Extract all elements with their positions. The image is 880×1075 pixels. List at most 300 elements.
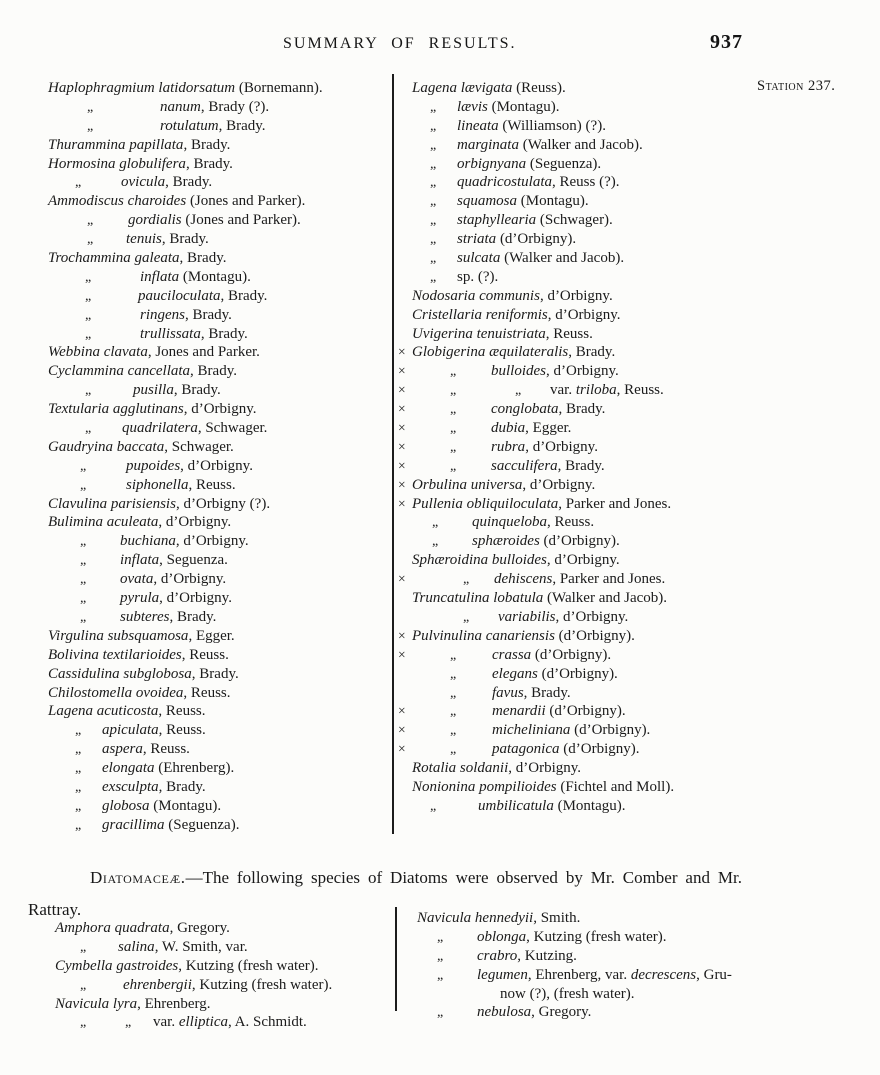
species-name: Uvigerina tenuistriata (412, 325, 546, 342)
species-name: squamosa (457, 193, 518, 210)
species-text (48, 400, 257, 419)
species-text (412, 476, 595, 495)
ditto-mark: „ (430, 213, 436, 229)
species-row (48, 211, 392, 230)
page-number: 937 (710, 31, 743, 53)
species-text (140, 268, 251, 287)
species-authority: , Kutzing (fresh water). (191, 976, 333, 993)
species-text (48, 495, 270, 514)
species-row (398, 249, 838, 268)
species-name: quadrilatera (122, 420, 198, 437)
species-text (48, 79, 323, 98)
species-authority: , Brady. (200, 325, 248, 342)
species-row (398, 287, 838, 306)
species-text (120, 551, 228, 570)
species-row (398, 702, 838, 721)
species-authority: , Parker and Jones. (558, 495, 672, 512)
species-authority: , Brady. (183, 136, 231, 153)
species-row (398, 551, 838, 570)
species-row (48, 608, 392, 627)
species-name: Cyclammina cancellata (48, 363, 191, 380)
cross-mark: × (398, 571, 406, 587)
species-text (48, 513, 231, 532)
species-authority: , Reuss. (181, 646, 229, 663)
species-text (457, 98, 560, 117)
species-text (477, 947, 577, 966)
species-authority: , Brady. (185, 155, 233, 172)
species-name: exsculpta (102, 778, 159, 795)
species-row (48, 721, 392, 740)
species-name: striata (457, 231, 497, 248)
species-authority: , Brady. (220, 287, 268, 304)
cross-mark: × (398, 382, 406, 398)
species-name: Thurammina papillata (48, 136, 184, 153)
ditto-mark: „ (75, 798, 81, 814)
species-row (48, 551, 392, 570)
ditto-mark: „ (450, 685, 456, 701)
species-row (48, 476, 392, 495)
species-text (153, 1013, 307, 1032)
species-row (55, 938, 400, 957)
species-name: Haplophragmium latidorsatum (48, 80, 236, 96)
species-authority: (d’Orbigny). (539, 533, 620, 550)
species-row (398, 495, 838, 514)
species-name: quinqueloba (472, 514, 547, 531)
species-row (398, 513, 838, 532)
ditto-mark: „ (515, 383, 521, 399)
species-text (160, 98, 269, 117)
species-row (55, 976, 400, 995)
species-authority: , A. Schmidt. (227, 1014, 307, 1031)
species-text (457, 268, 498, 287)
species-row (417, 947, 782, 966)
ditto-mark: „ (80, 553, 86, 569)
ditto-mark: „ (432, 534, 438, 550)
species-name: ovicula (121, 174, 166, 191)
species-name: pupoides (126, 457, 181, 474)
species-row (48, 627, 392, 646)
species-authority: , d’Orbigny. (555, 608, 629, 625)
species-name: micheliniana (492, 722, 571, 739)
diatoms-right-column (417, 909, 782, 1022)
species-row (48, 495, 392, 514)
species-row (398, 476, 838, 495)
column-divider-top (392, 74, 394, 834)
species-name: triloba (575, 382, 617, 399)
species-row (55, 1013, 400, 1032)
species-row (398, 98, 838, 117)
species-text (120, 608, 216, 627)
species-name: ringens (140, 306, 185, 323)
species-row (48, 457, 392, 476)
species-row (48, 419, 392, 438)
species-authority: , Reuss. (158, 722, 206, 739)
species-name: patagonica (492, 741, 560, 758)
species-text (48, 136, 230, 155)
species-name: Clavulina parisiensis (48, 495, 176, 512)
cross-mark: × (398, 476, 406, 492)
species-name: crabro (477, 947, 518, 964)
species-name: dehiscens (494, 571, 553, 588)
species-row (48, 400, 392, 419)
species-text (492, 665, 618, 684)
species-name: pyrula (120, 590, 160, 607)
ditto-mark: „ (450, 421, 456, 437)
species-text (140, 325, 248, 344)
species-row (55, 995, 400, 1014)
species-authority: , Brady. (173, 382, 221, 399)
species-row (398, 211, 838, 230)
ditto-mark: „ (450, 383, 456, 399)
species-row (398, 589, 838, 608)
species-authority: , Schwager. (164, 438, 234, 455)
species-authority: (Williamson) (?). (498, 117, 606, 134)
cross-mark: × (398, 420, 406, 436)
species-row (398, 570, 838, 589)
species-row (48, 173, 392, 192)
species-text (121, 173, 212, 192)
species-row (48, 343, 392, 362)
species-name: Lagena lævigata (412, 80, 513, 96)
species-name: crassa (492, 646, 532, 663)
ditto-mark: „ (430, 194, 436, 210)
species-text (412, 778, 674, 797)
ditto-mark: „ (80, 977, 86, 993)
species-authority: , Kutzing. (517, 947, 577, 964)
species-row (48, 513, 392, 532)
species-row (48, 79, 392, 98)
species-text (492, 684, 571, 703)
species-authority: var. (550, 382, 576, 399)
ditto-mark: „ (450, 666, 456, 682)
species-row (48, 362, 392, 381)
species-name: inflata (120, 552, 160, 569)
species-authority: (Walker and Jacob). (543, 590, 668, 607)
species-name: Webbina clavata (48, 344, 148, 361)
species-row (398, 438, 838, 457)
species-authority: , Jones and Parker. (147, 344, 260, 361)
diatomaceae-text: —The following species of Diatoms were observed by Mr. Comber and Mr. Rattray. (28, 868, 742, 919)
species-authority: (d’Orbigny). (545, 703, 626, 720)
ditto-mark: „ (75, 779, 81, 795)
ditto-mark: „ (80, 534, 86, 550)
species-text (550, 381, 664, 400)
ditto-mark: „ (80, 609, 86, 625)
species-authority: (Walker and Jacob). (518, 136, 643, 153)
species-authority: , d’Orbigny. (158, 514, 232, 531)
species-text (48, 627, 235, 646)
diatoms-left-column (55, 919, 400, 1032)
cross-mark: × (398, 401, 406, 417)
species-authority: , Brady. (190, 363, 237, 380)
species-text (412, 589, 667, 608)
species-text (120, 570, 226, 589)
species-authority: , d’Orbigny. (546, 552, 620, 569)
cross-mark: × (398, 741, 406, 757)
species-row (398, 457, 838, 476)
species-name: Textularia agglutinans (48, 401, 184, 418)
species-authority: , Brady. (179, 250, 227, 267)
species-authority: , Ehrenberg. (137, 995, 211, 1012)
species-authority: , Reuss. (158, 703, 206, 720)
species-row (48, 816, 392, 835)
species-row (398, 306, 838, 325)
ditto-mark: „ (463, 609, 469, 625)
species-authority: (Schwager). (536, 212, 613, 229)
species-text (120, 532, 249, 551)
species-text (492, 702, 626, 721)
species-row (398, 532, 838, 551)
species-name: Nodosaria communis (412, 287, 540, 304)
ditto-mark: „ (80, 939, 86, 955)
species-authority: (Seguenza). (164, 816, 240, 833)
cross-mark: × (398, 646, 406, 662)
species-text (412, 759, 581, 778)
species-authority: , d’Orbigny. (508, 760, 582, 777)
species-row (398, 362, 838, 381)
species-name: orbignyana (457, 155, 527, 172)
ditto-mark: „ (430, 137, 436, 153)
cross-mark: × (398, 344, 406, 360)
ditto-mark: „ (85, 269, 91, 285)
species-text (118, 938, 248, 957)
species-authority: (Ehrenberg). (154, 760, 235, 777)
species-row (48, 740, 392, 759)
species-name: Hormosina globulifera (48, 155, 186, 172)
species-text (457, 117, 606, 136)
species-text (48, 343, 260, 362)
species-name: Chilostomella ovoidea (48, 684, 184, 701)
ditto-mark: „ (450, 402, 456, 418)
species-authority: , d’Orbigny. (546, 363, 619, 380)
species-row (48, 98, 392, 117)
species-authority: , Brady. (165, 174, 213, 191)
species-row (48, 702, 392, 721)
species-row (55, 919, 400, 938)
species-text (120, 589, 232, 608)
species-text (412, 343, 615, 362)
ditto-mark: „ (437, 1005, 443, 1021)
ditto-mark: „ (80, 1015, 86, 1031)
species-row (55, 957, 400, 976)
species-name: Navicula lyra (55, 995, 138, 1012)
species-text (494, 570, 665, 589)
species-text (48, 702, 206, 721)
species-row (417, 928, 782, 947)
ditto-mark: „ (85, 383, 91, 399)
species-authority: (Montagu). (517, 193, 589, 210)
species-authority: , Brady. (568, 344, 616, 361)
species-row (398, 136, 838, 155)
cross-mark: × (398, 457, 406, 473)
species-authority: (d’Orbigny). (537, 665, 618, 682)
species-authority: , Gregory. (169, 920, 230, 936)
species-row (48, 306, 392, 325)
ditto-mark: „ (80, 591, 86, 607)
species-row (398, 665, 838, 684)
species-authority: (Jones and Parker). (186, 193, 306, 210)
species-name: elegans (492, 665, 538, 682)
species-authority: , Reuss. (547, 514, 595, 531)
species-text (102, 816, 239, 835)
species-name: salina (118, 938, 155, 955)
species-text (102, 721, 206, 740)
species-text (500, 985, 635, 1004)
species-row (48, 268, 392, 287)
species-text (477, 966, 732, 985)
species-authority: (d’Orbigny). (570, 722, 651, 739)
species-row (398, 797, 838, 816)
species-row (48, 646, 392, 665)
species-name: menardii (492, 703, 546, 720)
species-text (133, 381, 221, 400)
species-row (48, 381, 392, 400)
species-text (478, 797, 625, 816)
species-name: rubra (491, 438, 526, 455)
ditto-mark: „ (87, 99, 93, 115)
species-text (138, 287, 267, 306)
species-name: decrescens (630, 966, 697, 983)
species-authority: , Brady. (161, 231, 209, 248)
species-text (160, 117, 266, 136)
species-authority: , Brady (?). (200, 98, 270, 115)
species-authority: (Walker and Jacob). (500, 250, 625, 267)
species-row (398, 721, 838, 740)
species-name: Rotalia soldanii (412, 760, 509, 777)
species-authority: (d’Orbigny). (531, 646, 612, 663)
species-text (48, 155, 233, 174)
species-authority: , d’Orbigny. (522, 476, 596, 493)
species-name: Pullenia obliquiloculata (412, 495, 559, 512)
species-text (55, 995, 211, 1014)
species-text (48, 646, 229, 665)
species-name: pauciloculata (138, 287, 221, 304)
species-row (398, 230, 838, 249)
species-row (48, 136, 392, 155)
species-authority: sp. (?). (457, 268, 499, 285)
species-authority: , d’Orbigny. (180, 457, 253, 474)
species-text (126, 230, 209, 249)
species-authority: (Seguenza). (526, 155, 602, 172)
species-name: Gaudryina baccata (48, 438, 165, 455)
species-row (48, 249, 392, 268)
ditto-mark: „ (430, 99, 436, 115)
species-authority: , Kutzing (fresh water). (178, 957, 319, 974)
species-authority: , Egger. (525, 420, 572, 437)
species-name: Bulimina aculeata (48, 514, 159, 531)
species-text (102, 759, 234, 778)
ditto-mark: „ (430, 156, 436, 172)
species-text (126, 457, 253, 476)
species-authority: , d’Orbigny (?). (175, 495, 271, 512)
ditto-mark: „ (85, 288, 91, 304)
species-text (498, 608, 628, 627)
species-row (398, 684, 838, 703)
species-name: Lagena acuticosta (48, 703, 159, 720)
cross-mark: × (398, 627, 406, 643)
species-authority: , Egger. (188, 627, 235, 644)
species-name: legumen (477, 966, 528, 983)
species-authority: , Kutzing (fresh water). (526, 928, 667, 945)
species-authority: , Brady. (191, 665, 239, 682)
species-row (417, 966, 782, 985)
species-text (48, 192, 305, 211)
species-name: subteres (120, 608, 170, 625)
species-authority: , Brady. (185, 306, 232, 323)
species-authority: (d’Orbigny). (559, 741, 640, 758)
species-text (492, 721, 650, 740)
ditto-mark: „ (430, 269, 436, 285)
species-name: elongata (102, 760, 155, 777)
species-name: Navicula hennedyii (417, 910, 534, 926)
species-name: trullissata (140, 325, 201, 342)
species-name: Virgulina subsquamosa (48, 627, 189, 644)
species-text (457, 230, 576, 249)
species-text (457, 249, 624, 268)
species-text (412, 551, 620, 570)
species-name: Bolivina textilarioides (48, 646, 182, 663)
species-name: quadricostulata (457, 174, 553, 191)
species-authority: var. (153, 1014, 179, 1031)
species-text (102, 778, 206, 797)
diatomaceae-lead: Diatomaceæ. (90, 868, 186, 887)
species-name: sphæroides (472, 533, 540, 550)
species-name: pusilla (133, 382, 174, 399)
species-text (48, 362, 237, 381)
species-text (48, 665, 239, 684)
species-authority: , Seguenza. (159, 552, 228, 569)
species-text (491, 362, 619, 381)
ditto-mark: „ (430, 175, 436, 191)
cross-mark: × (398, 703, 406, 719)
species-row (48, 778, 392, 797)
ditto-mark: „ (87, 213, 93, 229)
species-name: Pulvinulina canariensis (412, 627, 555, 644)
species-name: globosa (102, 797, 150, 814)
species-name: marginata (457, 136, 519, 153)
species-authority: , Schwager. (197, 420, 268, 437)
species-name: Cassidulina subglobosa (48, 665, 192, 682)
ditto-mark: „ (85, 307, 91, 323)
ditto-mark: „ (430, 251, 436, 267)
species-name: Nonionina pompilioides (412, 778, 557, 795)
ditto-mark: „ (430, 232, 436, 248)
species-authority: , d’Orbigny. (175, 533, 249, 550)
species-row (398, 608, 838, 627)
species-authority: (Montagu). (553, 797, 626, 814)
species-text (412, 79, 566, 98)
margin-note-station: Station 237. (757, 78, 836, 94)
ditto-mark: „ (450, 647, 456, 663)
ditto-mark: „ (80, 458, 86, 474)
species-text (126, 476, 236, 495)
species-name: bulloides (491, 363, 546, 380)
ditto-mark: „ (75, 175, 81, 191)
species-row (48, 117, 392, 136)
species-row (48, 438, 392, 457)
species-text (491, 457, 605, 476)
species-authority: , Brady. (158, 778, 206, 795)
species-row (48, 797, 392, 816)
species-text (472, 513, 594, 532)
species-text (457, 211, 613, 230)
species-authority: , W. Smith, var. (154, 938, 248, 955)
species-authority: , d’Orbigny. (547, 306, 621, 323)
ditto-mark: „ (437, 967, 443, 983)
species-row (417, 985, 782, 1004)
species-text (412, 306, 621, 325)
species-authority: , Brady. (557, 457, 605, 474)
